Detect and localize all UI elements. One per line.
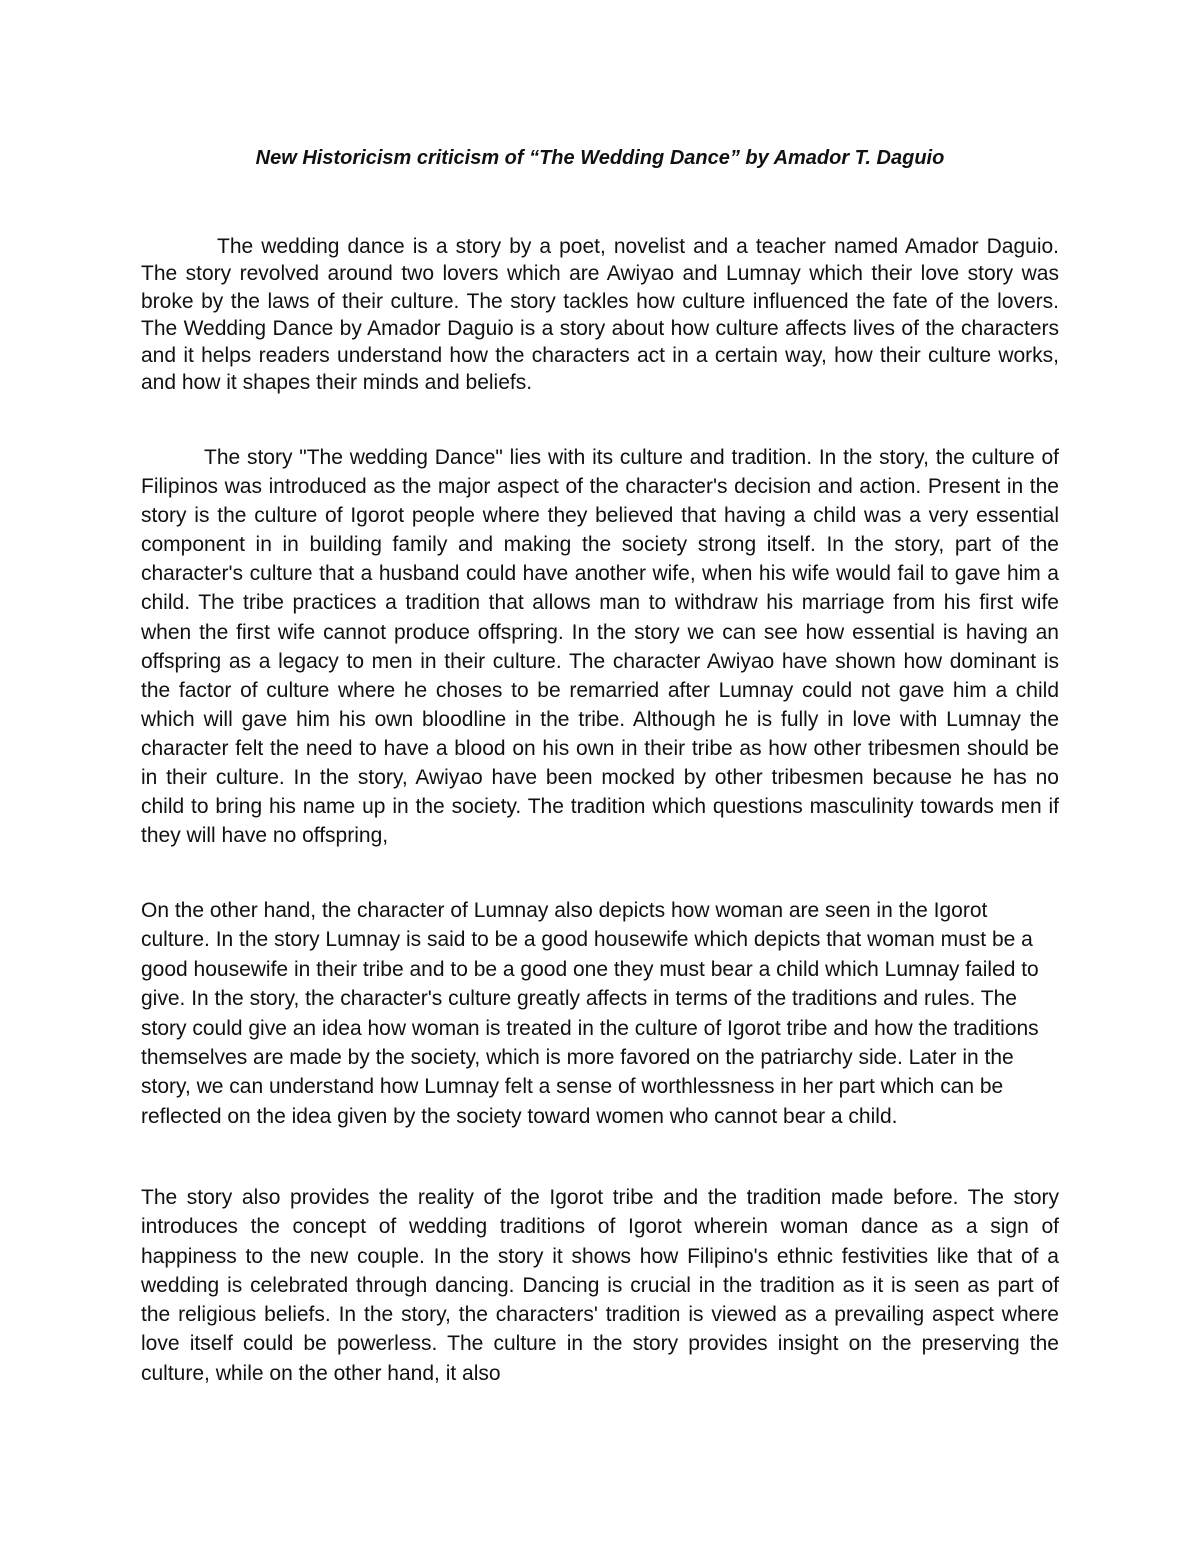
document-title: New Historicism criticism of “The Wedding Dance” by Amador T. Daguio — [255, 147, 945, 169]
paragraph-igorot-reality: The story also provides the reality of the Igorot tribe and the tradition made before. The story introduces the concept of wedding traditions of Igorot wherein woman dance as a sign of happiness to the new couple. In the story it shows how Filipino's ethnic festivities like that of a wedding is celebrated through dancing. Dancing is crucial in the tradition as it is seen as part of the religious beliefs. In the story, the characters' tradition is viewed as a prevailing aspect where love itself could be powerless. The culture in the story provides insight on the preserving the culture, while on the other hand, it also — [141, 1186, 1059, 1385]
paragraph-lumnay: On the other hand, the character of Lumnay also depicts how woman are seen in the Igorot culture. In the story Lumnay is said to be a good housewife which depicts that woman must be a good housewife in their tribe and to be a good one they must bear a child which Lumnay failed to give. In the story, the character's culture greatly affects in terms of the traditions and rules. The story could give an idea how woman is treated in the culture of Igorot tribe and how the traditions themselves are made by the society, which is more favored on the patriarchy side. Later in the story, we can understand how Lumnay felt a sense of worthlessness in her part which can be reflected on the idea given by the society toward women who cannot bear a child. — [141, 899, 1039, 1128]
paragraph-introduction: The wedding dance is a story by a poet, novelist and a teacher named Amador Daguio. The story revolved around two lovers which are Awiyao and Lumnay which their love story was broke by the laws of their culture. The story tackles how culture influenced the fate of the lovers. The Wedding Dance by Amador Daguio is a story about how culture affects lives of the characters and it helps readers understand how the characters act in a certain way, how their culture works, and how it shapes their minds and beliefs. — [141, 235, 1059, 395]
paragraph-culture-tradition: The story "The wedding Dance" lies with its culture and tradition. In the story, the culture of Filipinos was introduced as the major aspect of the character's decision and action. Present in the story is the culture of Igorot people where they believed that having a child was a very essential component in in building family and making the society strong itself. In the story, part of the character's culture that a husband could have another wife, when his wife would fail to gave him a child. The tribe practices a tradition that allows man to withdraw his marriage from his first wife when the first wife cannot produce offspring. In the story we can see how essential is having an offspring as a legacy to men in their culture. The character Awiyao have shown how dominant is the factor of culture where he choses to be remarried after Lumnay could not gave him a child which will gave him his own bloodline in the tribe. Although he is fully in love with Lumnay the character felt the need to have a blood on his own in their tribe as how other tribesmen should be in their culture. In the story, Awiyao have been mocked by other tribesmen because he has no child to bring his name up in the society. The tradition which questions masculinity towards men if they will have no offspring, — [141, 446, 1059, 848]
